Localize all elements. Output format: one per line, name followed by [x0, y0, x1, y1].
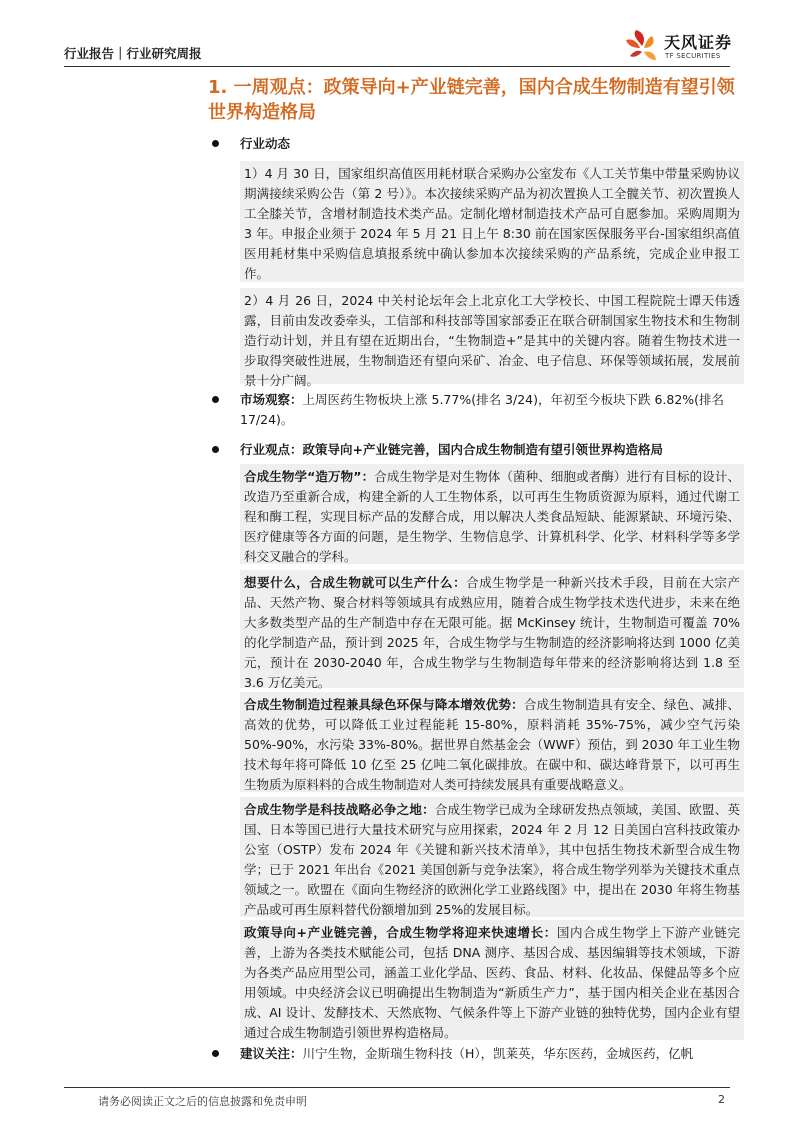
bullet-industry-news	[212, 134, 746, 156]
p4-text: 合成生物学已成为全球研发热点领域，美国、欧盟、英国、日本等国已进行大量技术研究与应用探索，2024 年 2 月 12 日美国白宫科技政策办公室（OSTP）发布 2024 年《关键和新兴技术清单》，其中包括生物技术新型合成生物学；已于 2021 年出台《2021 美国创新与竞争法案》，将合成生物学列举为关键技术重点领域之一。欧盟在《面向生物经济的欧洲化学工业路线图》中，提出在 2030 年将生物基产品或可再生原料替代份额增加到 25%的发展目标。	[244, 802, 740, 917]
news-paragraph-1: 1）4 月 30 日，国家组织高值医用耗材联合采购办公室发布《人工关节集中带量采购协议期满接续采购公告（第 2 号）》。本次接续采购产品为初次置换人工全髋关节、初次置换人工全膝关节，含增材制造技术类产品。定制化增材制造技术产品可自愿参加。采购周期为 3 年。申报企业须于 2024 年 5 月 21 日上午 8:30 前在国家医保服务平台-国家组织高值医用耗材集中采购信息填报系统中确认参加本次接续采购的产品系统，完成企业申报工作。	[240, 161, 744, 282]
bullet-view	[212, 440, 746, 462]
p2-lead: 想要什么，合成生物就可以生产什么：	[244, 575, 467, 590]
view-paragraph-5	[240, 920, 744, 1040]
p1-text: 合成生物学是对生物体（菌种、细胞或者酶）进行有目标的设计、改造乃至重新合成，构建全新的人工生物体系，以可再生生物质资源为原料，通过代谢工程和酶工程，实现目标产品的发酵合成，用以解决人类食品短缺、能源紧缺、环境污染、医疗健康等各方面的问题，是生物学、生物信息学、计算机科学、化学、材料科学等多学科交叉融合的学科。	[244, 469, 740, 564]
logo-english-name: TF SECURITIES	[665, 52, 721, 60]
market-label: 市场观察：	[240, 392, 303, 407]
p2-text: 合成生物学是一种新兴技术手段，目前在大宗产品、天然产物、聚合材料等领域具有成熟应用，随着合成生物学技术迭代进步，未来在绝大多数类型产品的生产制造中存在无限可能。据 McKinsey 统计，生物制造可覆盖 70%的化学制造产品，预计到 2025 年，合成生物学与生物制造的经济影响将达到 1000 亿美元，预计在 2030-2040 年，合成生物学与生物制造每年带来的经济影响将达到 1.8 至 3.6 万亿美元。	[244, 575, 740, 690]
logo-chinese-name: 天风证券	[664, 33, 733, 52]
bullet-dot-icon	[212, 140, 219, 147]
header-divider	[64, 66, 730, 67]
view-paragraph-4	[240, 797, 744, 917]
footer-disclaimer: 请务必阅读正文之后的信息披露和免责申明	[98, 1095, 307, 1108]
market-observation	[240, 390, 746, 430]
p3-text: 合成生物制造具有安全、绿色、减排、高效的优势，可以降低工业过程能耗 15-80%，原料消耗 35%-75%，减少空气污染 50%-90%，水污染 33%-80%。据世界自然基金会（WWF）预估，到 2030 年工业生物技术每年将可降低 10 亿至 25 亿吨二氧化碳排放。在碳中和、碳达峰背景下，以可再生生物质为原料料的合成生物制造对人类可持续发展具有重要战略意义。	[244, 697, 740, 792]
bullet-market	[212, 390, 746, 432]
bullet-dot-icon	[212, 1050, 219, 1057]
suggest-label: 建议关注：	[240, 1046, 303, 1061]
p4-lead: 合成生物学是科技战略必争之地：	[244, 802, 435, 817]
p1-lead: 合成生物学“造万物”：	[244, 469, 375, 484]
tf-logo-icon	[622, 26, 662, 66]
bullet-dot-icon	[212, 396, 219, 403]
bullet-suggest	[212, 1044, 746, 1066]
footer-divider	[64, 1087, 730, 1088]
section-title: 1. 一周观点：政策导向+产业链完善，国内合成生物制造有望引领世界构造格局	[208, 77, 735, 123]
company-logo	[622, 26, 734, 66]
view-paragraph-2	[240, 570, 744, 688]
view-paragraph-3	[240, 692, 744, 792]
report-breadcrumb: 行业报告｜行业研究周报	[64, 46, 202, 61]
view-paragraph-1	[240, 464, 744, 564]
p5-lead: 政策导向+产业链完善，合成生物学将迎来快速增长：	[244, 925, 557, 940]
view-label: 行业观点：政策导向+产业链完善，国内合成生物制造有望引领世界构造格局	[240, 442, 663, 457]
page-number: 2	[718, 1093, 725, 1106]
bullet-dot-icon	[212, 446, 219, 453]
market-text: 上周医药生物板块上涨 5.77%(排名 3/24)，年初至今板块下跌 6.82%(排名 17/24)。	[240, 392, 725, 427]
p3-lead: 合成生物制造过程兼具绿色环保与降本增效优势：	[244, 697, 524, 712]
p5-text: 国内合成生物学上下游产业链完善，上游为各类技术赋能公司，包括 DNA 测序、基因合成、基因编辑等技术领域，下游为各类产品应用型公司，涵盖工业化学品、医药、食品、材料、化妆品、保健品等多个应用领域。中央经济会议已明确提出生物制造为“新质生产力”，基于国内相关企业在基因合成、AI 设计、发酵技术、天然底物、气候条件等上下游产业链的独特优势，国内企业有望通过合成生物制造引领世界构造格局。	[244, 925, 740, 1040]
news-paragraph-2: 2）4 月 26 日，2024 中关村论坛年会上北京化工大学校长、中国工程院院士谭天伟透露，目前由发改委牵头，工信部和科技部等国家部委正在联合研制国家生物技术和生物制造行动计划，并且有望在近期出台，“生物制造+”是其中的关键内容。随着生物技术进一步取得突破性进展，生物制造还有望向采矿、冶金、电子信息、环保等领域拓展，发展前景十分广阔。	[240, 288, 744, 384]
suggest-text: 川宁生物，金斯瑞生物科技（H），凯莱英，华东医药，金城医药，亿帆	[302, 1046, 694, 1061]
industry-news-label: 行业动态	[240, 136, 291, 151]
suggest-line	[240, 1044, 746, 1064]
